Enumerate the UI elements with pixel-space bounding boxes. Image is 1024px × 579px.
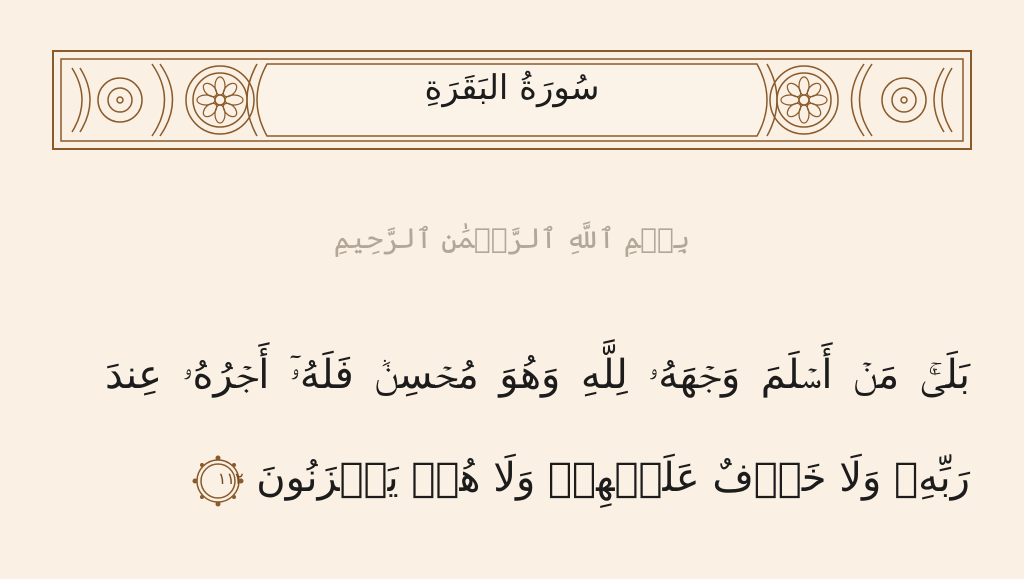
basmala: بِسۡمِ ٱللَّهِ ٱلرَّحۡمَٰنِ ٱلرَّحِيمِ <box>333 222 691 255</box>
surah-title: سُورَةُ البَقَرَةِ <box>424 68 600 108</box>
verse-line-1: بَلَىٰۚ مَنۡ أَسۡلَمَ وَجۡهَهُۥ لِلَّهِ وَهُوَ مُحۡسِنٞ فَلَهُۥٓ أَجۡرُهُۥ عِندَ <box>105 352 970 398</box>
ayah-end-marker <box>192 455 244 507</box>
ayah-number: ١١٢ <box>217 469 244 488</box>
surah-header-frame <box>52 50 972 150</box>
verse-line-2-text: رَبِّهِۦ وَلَا خَوۡفٌ عَلَيۡهِمۡ وَلَا هُمۡ يَحۡزَنُونَ <box>256 455 970 501</box>
verse-line-2 <box>105 455 970 507</box>
